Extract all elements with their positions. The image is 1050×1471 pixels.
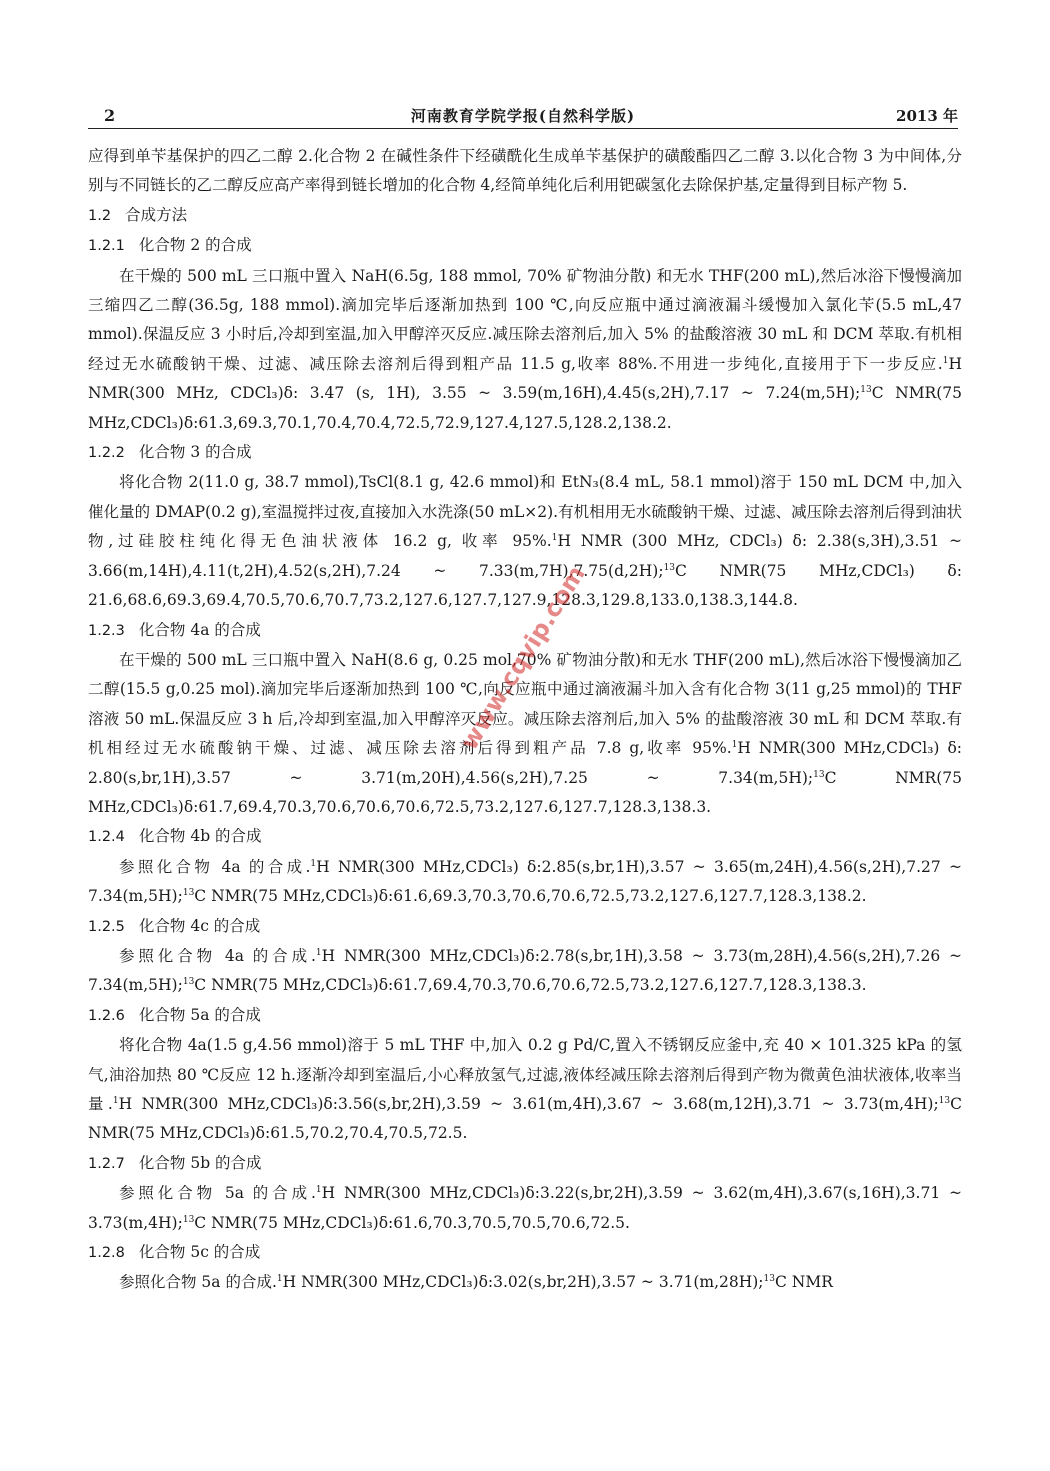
h-nmr-data: H NMR(300 MHz,CDCl₃)δ:3.56(s,br,2H),3.59 ~ 3.61(m,4H),3.67 ~ 3.68(m,12H),3.71 ~ 3.73(m,4H); [118, 1095, 939, 1113]
subsection-heading [88, 1149, 962, 1179]
subsection-paragraph [88, 646, 962, 822]
page-number: 2 [104, 106, 116, 125]
subsection-heading [88, 1001, 962, 1031]
page-header [88, 100, 958, 129]
c-nmr-data: C NMR(75 MHz,CDCl₃) δ: 21.6,68.6,69.3,69.4,70.5,70.6,70.7,73.2,127.6,127.7,127.9,128.3,129.8,133.0,138.3,144.8. [88, 561, 962, 610]
section-title: 合成方法 [125, 205, 188, 224]
isotope-superscript-h: 1 [276, 1274, 283, 1285]
intro-paragraph: 应得到单苄基保护的四乙二醇 2.化合物 2 在碱性条件下经磺酰化生成单苄基保护的磺酸酯四乙二醇 3.以化合物 3 为中间体,分别与不同链长的乙二醇反应高产率得到链长增加的化合物 4,经简单纯化后利用钯碳氢化去除保护基,定量得到目标产物 5. [88, 147, 962, 195]
h-nmr-data: H NMR(300 MHz, CDCl₃)δ: 3.47 (s, 1H), 3.55 ~ 3.59(m,16H),4.45(s,2H),7.17 ~ 7.24(m,5H); [88, 354, 962, 403]
isotope-superscript-c: 13 [763, 1274, 775, 1285]
subsection-number: 1.2.4 [88, 829, 125, 846]
article-body [88, 142, 962, 1298]
subsection-number: 1.2.7 [88, 1155, 125, 1172]
isotope-superscript-h: 1 [112, 1095, 119, 1106]
subsection-heading [88, 231, 962, 261]
h-nmr-data: H NMR(300 MHz,CDCl₃)δ:2.78(s,br,1H),3.58 ~ 3.73(m,28H),4.56(s,2H),7.26 ~ 7.34(m,5H); [88, 946, 962, 995]
c-nmr-data: C NMR(75 MHz,CDCl₃)δ:61.7,69.4,70.3,70.6,70.6,72.5,73.2,127.6,127.7,128.3,138.3. [194, 976, 867, 995]
isotope-superscript-h: 1 [315, 1185, 322, 1196]
h-nmr-data: H NMR(300 MHz,CDCl₃)δ:3.02(s,br,2H),3.57 ~ 3.71(m,28H); [282, 1273, 764, 1292]
subsection-heading [88, 616, 962, 646]
c-nmr-data: C NMR(75 MHz,CDCl₃)δ:61.5,70.2,70.4,70.5,72.5. [88, 1095, 962, 1143]
subsection-number: 1.2.6 [88, 1007, 125, 1024]
procedure-text: 参照化合物 5a 的合成. [119, 1184, 316, 1203]
subsection-title: 化合物 5c 的合成 [138, 1243, 261, 1262]
publication-year: 2013 年 [896, 107, 958, 125]
subsection-paragraph [88, 853, 962, 912]
subsection-number: 1.2.1 [88, 238, 125, 255]
procedure-text: 在干燥的 500 mL 三口瓶中置入 NaH(8.6 g, 0.25 mol,70% 矿物油分散)和无水 THF(200 mL),然后冰浴下慢慢滴加乙二醇(15.5 g,0.25 mol).滴加完毕后逐渐加热到 100 ℃,向反应瓶中通过滴液漏斗加入含有化合物 3(11 g,25 mmol)的 THF 溶液 50 mL.保温反应 3 h 后,冷却到室温,加入甲醇淬灭反应。减压除去溶剂后,加入 5% 的盐酸溶液 30 mL 和 DCM 萃取.有机相经过无水硫酸钠干燥、过滤、减压除去溶剂后得到粗产品 7.8 g,收率 95%. [88, 650, 962, 758]
isotope-superscript-c: 13 [182, 977, 195, 988]
isotope-superscript-h: 1 [551, 533, 558, 544]
subsection-title: 化合物 2 的合成 [138, 236, 252, 255]
subsection-list [88, 231, 962, 1298]
subsection-paragraph [88, 1179, 962, 1238]
procedure-text: 参照化合物 4a 的合成. [119, 857, 311, 876]
c-nmr-data: C NMR(75 MHz,CDCl₃)δ:61.7,69.4,70.3,70.6,70.6,70.6,72.5,73.2,127.6,127.7,128.3,138.3. [88, 768, 962, 816]
isotope-superscript-h: 1 [731, 739, 738, 750]
c-nmr-data: C NMR(75 MHz,CDCl₃)δ:61.3,69.3,70.1,70.4,70.4,72.5,72.9,127.4,127.5,128.2,138.2. [88, 384, 963, 432]
isotope-superscript-c: 13 [182, 1214, 195, 1225]
procedure-text: 参照化合物 4a 的合成. [119, 946, 316, 965]
journal-title: 河南教育学院学报(自然科学版) [410, 107, 636, 125]
subsection-number: 1.2.8 [88, 1245, 125, 1262]
isotope-superscript-h: 1 [310, 858, 317, 869]
watermark: www.cqvip.com [455, 560, 591, 755]
subsection-heading [88, 822, 962, 852]
procedure-text: 将化合物 4a(1.5 g,4.56 mmol)溶于 5 mL THF 中,加入 0.2 g Pd/C,置入不锈钢反应釜中,充 40 × 101.325 kPa 的氢气,油浴加热 80 ℃反应 12 h.逐渐冷却到室温后,小心释放氢气,过滤,液体经减压除去溶剂后得到产物为微黄色油状液体,收率当量. [88, 1036, 962, 1113]
isotope-superscript-h: 1 [942, 355, 949, 366]
subsection-title: 化合物 3 的合成 [138, 443, 252, 462]
isotope-superscript-c: 13 [663, 562, 676, 573]
isotope-superscript-c: 13 [938, 1095, 951, 1106]
procedure-text: 在干燥的 500 mL 三口瓶中置入 NaH(6.5g, 188 mmol, 70% 矿物油分散) 和无水 THF(200 mL),然后冰浴下慢慢滴加三缩四乙二醇(36.5g, 188 mmol).滴加完毕后逐渐加热到 100 ℃,向反应瓶中通过滴液漏斗缓慢加入氯化苄(5.5 mL,47 mmol).保温反应 3 小时后,冷却到室温,加入甲醇淬灭反应.减压除去溶剂后,加入 5% 的盐酸溶液 30 mL 和 DCM 萃取.有机相经过无水硫酸钠干燥、过滤、减压除去溶剂后得到粗产品 11.5 g,收率 88%.不用进一步纯化,直接用于下一步反应. [88, 266, 962, 373]
h-nmr-data: H NMR(300 MHz,CDCl₃) δ:2.85(s,br,1H),3.57 ~ 3.65(m,24H),4.56(s,2H),7.27 ~ 7.34(m,5H); [88, 857, 962, 906]
isotope-superscript-c: 13 [860, 385, 872, 396]
section-heading [88, 201, 962, 231]
section-number: 1.2 [88, 207, 112, 224]
h-nmr-data: H NMR(300 MHz,CDCl₃) δ: 2.80(s,br,1H),3.57 ~ 3.71(m,20H),4.56(s,2H),7.25 ~ 7.34(m,5H); [88, 739, 962, 787]
isotope-superscript-h: 1 [315, 947, 322, 958]
c-nmr-data: C NMR(75 MHz,CDCl₃)δ:61.6,70.3,70.5,70.5,70.6,72.5. [194, 1213, 630, 1232]
procedure-text: 参照化合物 5a 的合成. [119, 1273, 277, 1292]
subsection-title: 化合物 4c 的合成 [138, 916, 261, 935]
c-nmr-data: C NMR(75 MHz,CDCl₃)δ:61.6,69.3,70.3,70.6,70.6,72.5,73.2,127.6,127.7,128.3,138.2. [194, 887, 867, 906]
subsection-paragraph [88, 468, 962, 615]
h-nmr-data: H NMR(300 MHz,CDCl₃)δ:3.22(s,br,2H),3.59 ~ 3.62(m,4H),3.67(s,16H),3.71 ~ 3.73(m,4H); [88, 1184, 962, 1232]
subsection-heading [88, 438, 962, 468]
subsection-title: 化合物 4b 的合成 [138, 827, 262, 846]
subsection-paragraph [88, 1031, 962, 1149]
subsection-title: 化合物 5b 的合成 [138, 1153, 262, 1172]
isotope-superscript-c: 13 [182, 888, 195, 898]
c-nmr-data: C NMR [774, 1273, 833, 1292]
isotope-superscript-c: 13 [813, 769, 825, 780]
subsection-paragraph [88, 1268, 962, 1297]
subsection-paragraph [88, 942, 962, 1001]
subsection-paragraph [88, 262, 962, 438]
subsection-title: 化合物 5a 的合成 [138, 1005, 261, 1024]
subsection-number: 1.2.2 [88, 445, 125, 462]
subsection-number: 1.2.5 [88, 918, 125, 935]
subsection-title: 化合物 4a 的合成 [138, 620, 261, 639]
subsection-number: 1.2.3 [88, 622, 125, 639]
procedure-text: 将化合物 2(11.0 g, 38.7 mmol),TsCl(8.1 g, 42.6 mmol)和 EtN₃(8.4 mL, 58.1 mmol)溶于 150 mL DCM 中,加入催化量的 DMAP(0.2 g),室温搅拌过夜,直接加入水洗涤(50 mL×2).有机相用无水硫酸钠干燥、过滤、减压除去溶剂后得到油状物,过硅胶柱纯化得无色油状液体 16.2 g, 收率 95%. [88, 473, 962, 551]
h-nmr-data: H NMR (300 MHz, CDCl₃) δ: 2.38(s,3H),3.51 ~ 3.66(m,14H),4.11(t,2H),4.52(s,2H),7.24 ~ 7.33(m,7H),7.75(d,2H); [88, 532, 962, 580]
subsection-heading [88, 912, 962, 942]
subsection-heading [88, 1238, 962, 1268]
